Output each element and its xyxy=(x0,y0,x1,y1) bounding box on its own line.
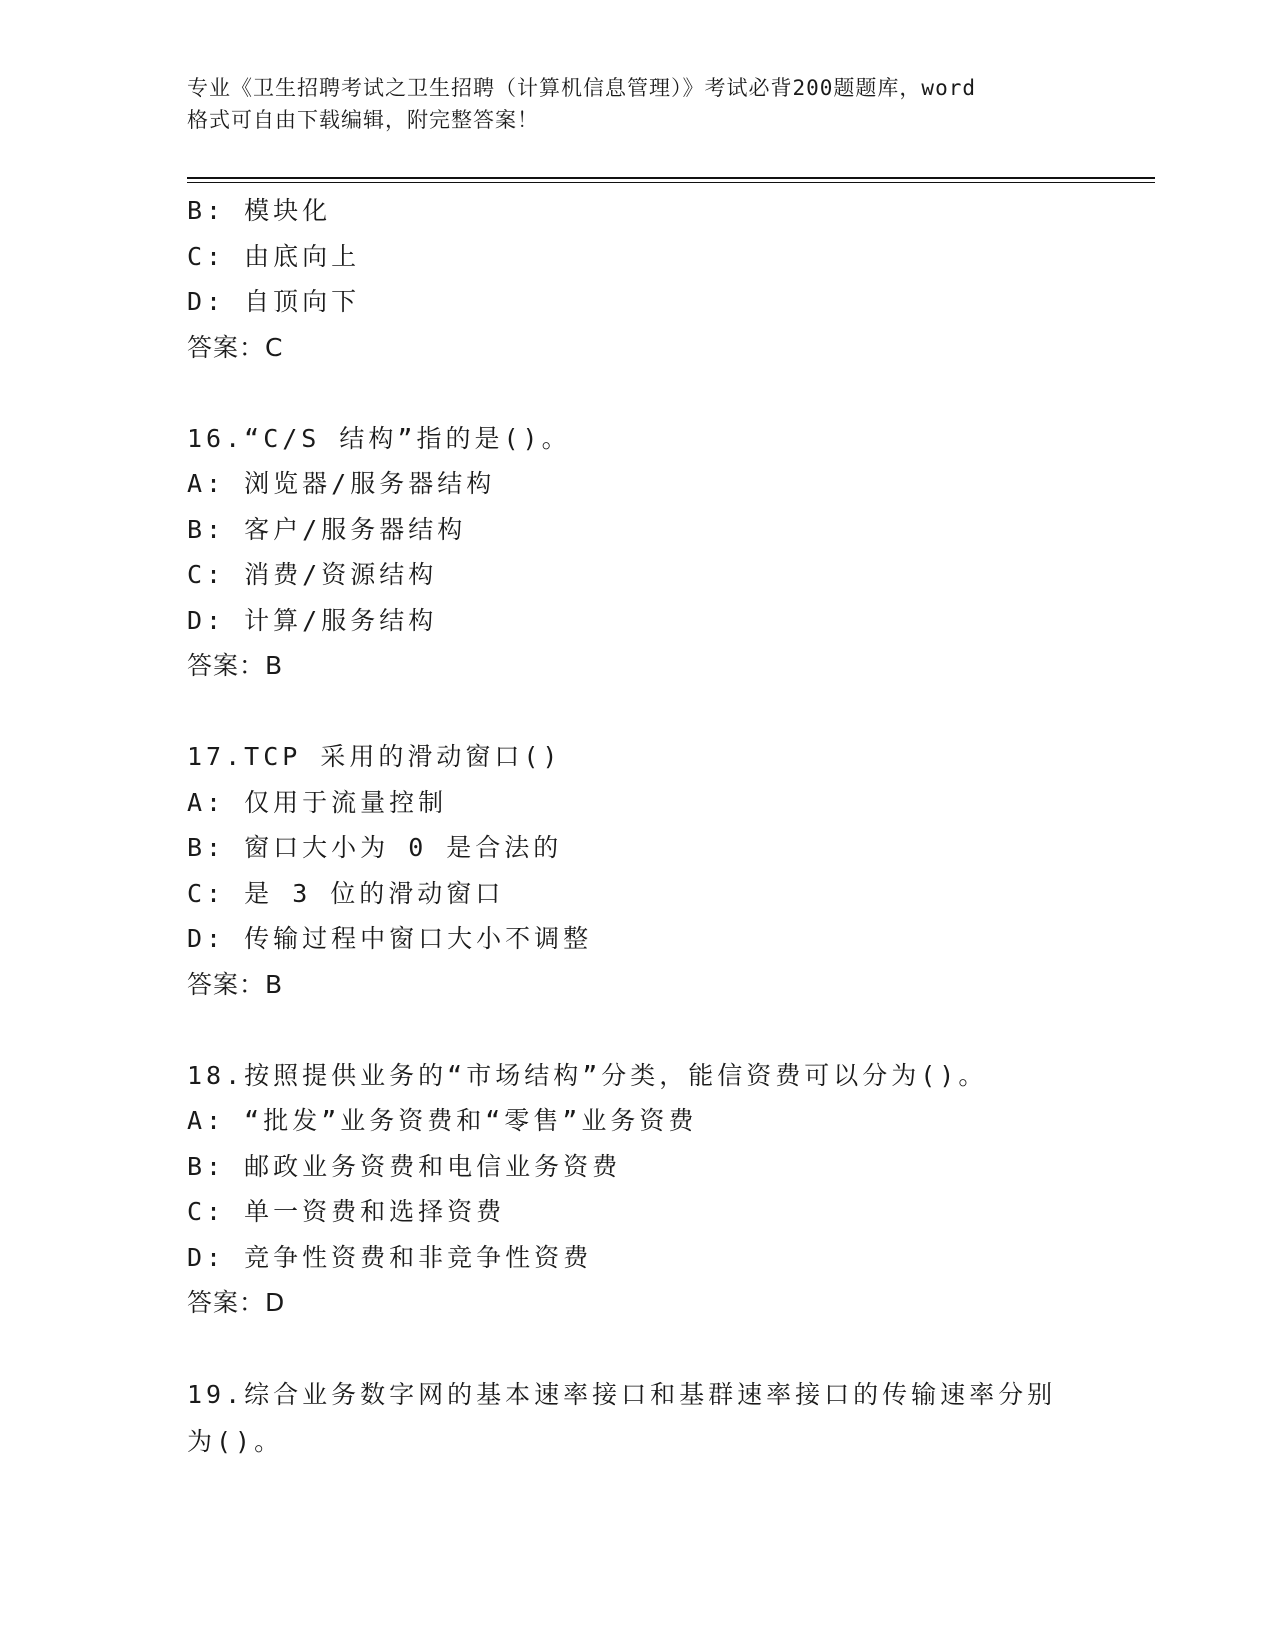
header-divider-thick xyxy=(187,177,1155,179)
option-c: C: 单一资费和选择资费 xyxy=(187,1197,506,1226)
document-header xyxy=(187,72,1087,136)
option-a: A: 浏览器/服务器结构 xyxy=(187,469,496,498)
question-list xyxy=(187,188,1155,1465)
question-18 xyxy=(187,1053,1155,1326)
header-line-2: 格式可自由下载编辑，附完整答案！ xyxy=(187,108,539,132)
answer-line: 答案：D xyxy=(187,1288,286,1317)
question-stem: 17.TCP 采用的滑动窗口() xyxy=(187,742,562,771)
question-19 xyxy=(187,1371,1155,1465)
option-c: C: 是 3 位的滑动窗口 xyxy=(187,878,505,908)
answer-line: 答案：C xyxy=(187,332,284,362)
answer-line: 答案：B xyxy=(187,969,284,999)
option-b: B: 邮政业务资费和电信业务资费 xyxy=(187,1151,622,1181)
option-b: B: 模块化 xyxy=(187,196,332,225)
option-c: C: 由底向上 xyxy=(187,241,361,271)
question-15-continued xyxy=(187,188,1155,370)
question-stem: 18.按照提供业务的“市场结构”分类，能信资费可以分为()。 xyxy=(187,1060,988,1090)
option-d: D: 自顶向下 xyxy=(187,287,361,316)
option-b: B: 窗口大小为 0 是合法的 xyxy=(187,833,563,862)
header-line-1: 专业《卫生招聘考试之卫生招聘（计算机信息管理）》考试必背200题题库，word xyxy=(187,76,976,100)
option-d: D: 传输过程中窗口大小不调整 xyxy=(187,924,593,953)
option-d: D: 竞争性资费和非竞争性资费 xyxy=(187,1242,593,1272)
option-b: B: 客户/服务器结构 xyxy=(187,514,467,544)
question-16 xyxy=(187,416,1155,689)
option-a: A: 仅用于流量控制 xyxy=(187,787,448,817)
option-c: C: 消费/资源结构 xyxy=(187,560,438,589)
option-d: D: 计算/服务结构 xyxy=(187,605,438,635)
option-a: A: “批发”业务资费和“零售”业务资费 xyxy=(187,1106,698,1135)
question-17 xyxy=(187,734,1155,1007)
question-stem: 16.“C/S 结构”指的是()。 xyxy=(187,423,571,453)
answer-line: 答案：B xyxy=(187,651,284,680)
header-divider-thin xyxy=(187,182,1155,183)
question-stem: 19.综合业务数字网的基本速率接口和基群速率接口的传输速率分别为()。 xyxy=(187,1380,1057,1456)
